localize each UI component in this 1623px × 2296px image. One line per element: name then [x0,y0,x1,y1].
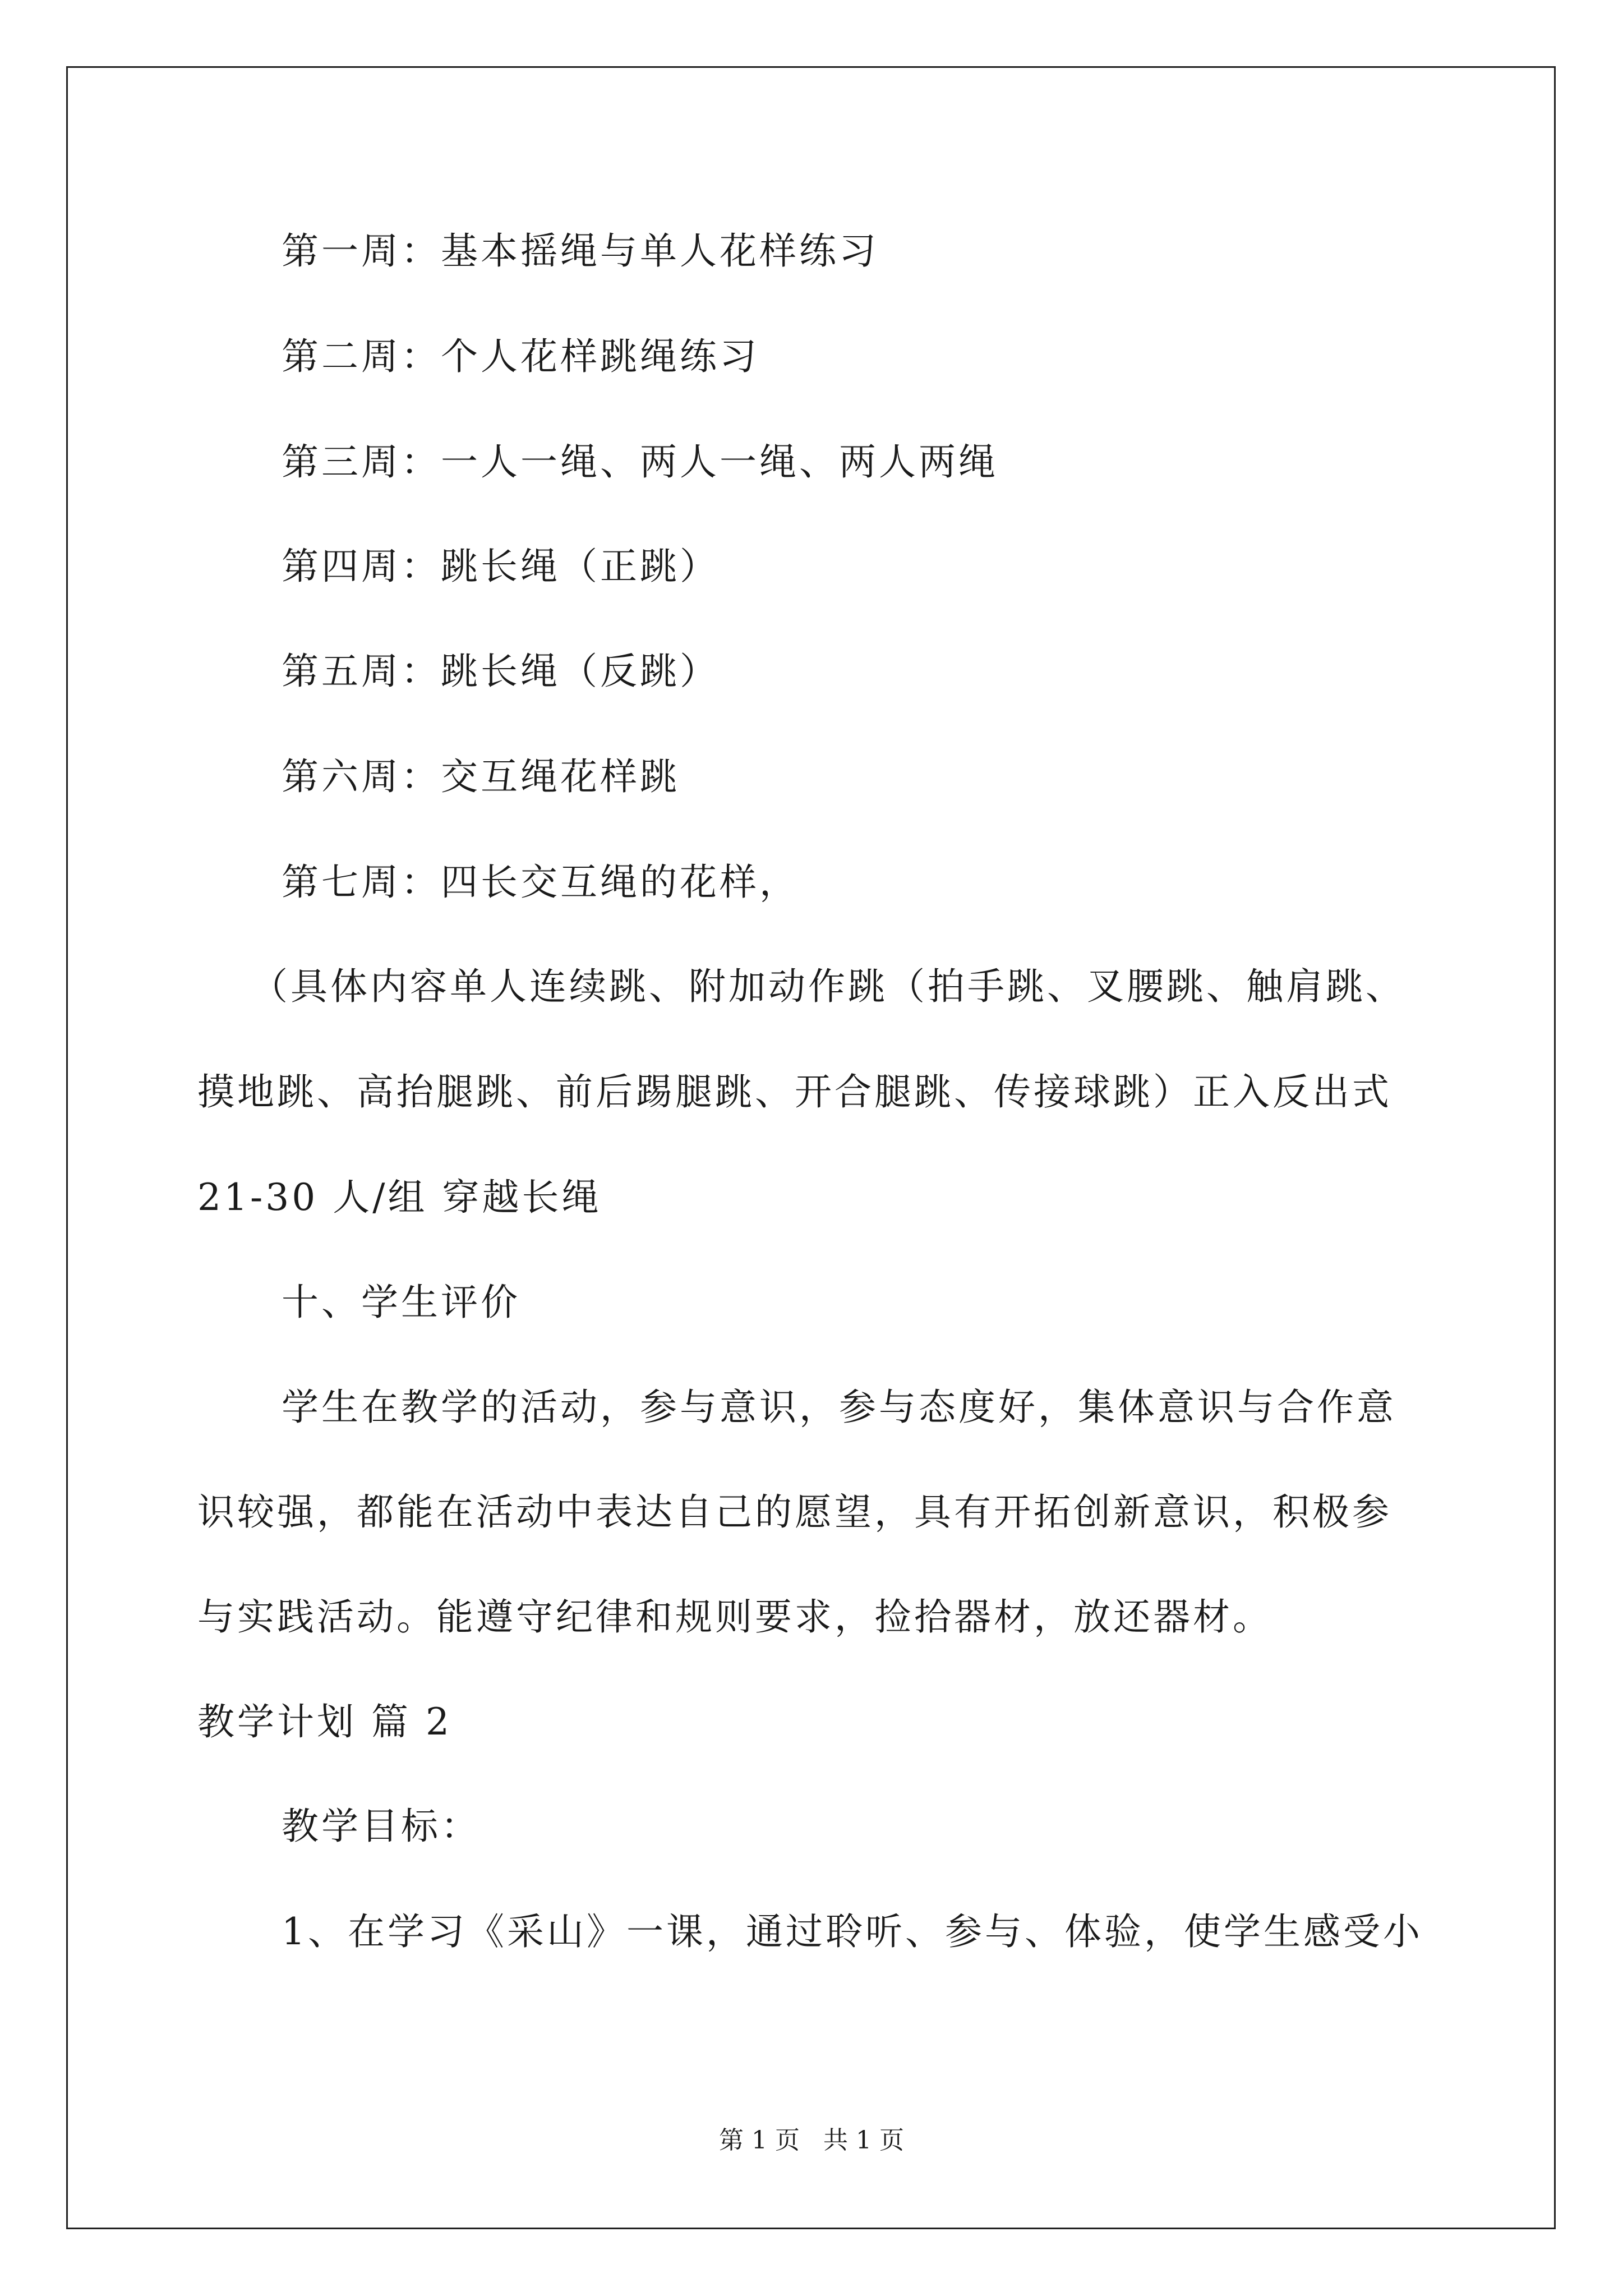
week-2-line: 第二周：个人花样跳绳练习 [282,335,759,378]
evaluation-paragraph-line-1: 学生在教学的活动，参与意识，参与态度好，集体意识与合作意 [282,1386,1396,1429]
week-1-line: 第一周：基本摇绳与单人花样练习 [282,229,879,273]
evaluation-paragraph-line-3: 与实践活动。能遵守纪律和规则要求，捡拾器材，放还器材。 [197,1595,1272,1639]
content-detail-line-1: （具体内容单人连续跳、附加动作跳（拍手跳、叉腰跳、触肩跳、 [251,965,1405,1008]
week-4-line: 第四周：跳长绳（正跳） [282,545,720,588]
objectives-heading: 教学目标： [282,1805,481,1848]
week-7-line: 第七周：四长交互绳的花样， [282,861,799,904]
content-detail-line-3: 21-30 人/组 穿越长绳 [197,1176,602,1219]
evaluation-paragraph-line-2: 识较强，都能在活动中表达自己的愿望，具有开拓创新意识，积极参 [197,1490,1392,1534]
page-border [66,66,1556,2229]
week-3-line: 第三周：一人一绳、两人一绳、两人两绳 [282,440,998,484]
section-heading-evaluation: 十、学生评价 [282,1281,520,1324]
content-detail-line-2: 摸地跳、高抬腿跳、前后踢腿跳、开合腿跳、传接球跳）正入反出式 [197,1070,1392,1114]
page-number-footer: 第 1 页 共 1 页 [719,2126,904,2155]
objective-1-line: 1、在学习《采山》一课，通过聆听、参与、体验，使学生感受小 [282,1910,1423,1953]
week-5-line: 第五周：跳长绳（反跳） [282,650,720,693]
week-6-line: 第六周：交互绳花样跳 [282,755,680,798]
plan-title: 教学计划 篇 2 [197,1700,452,1743]
